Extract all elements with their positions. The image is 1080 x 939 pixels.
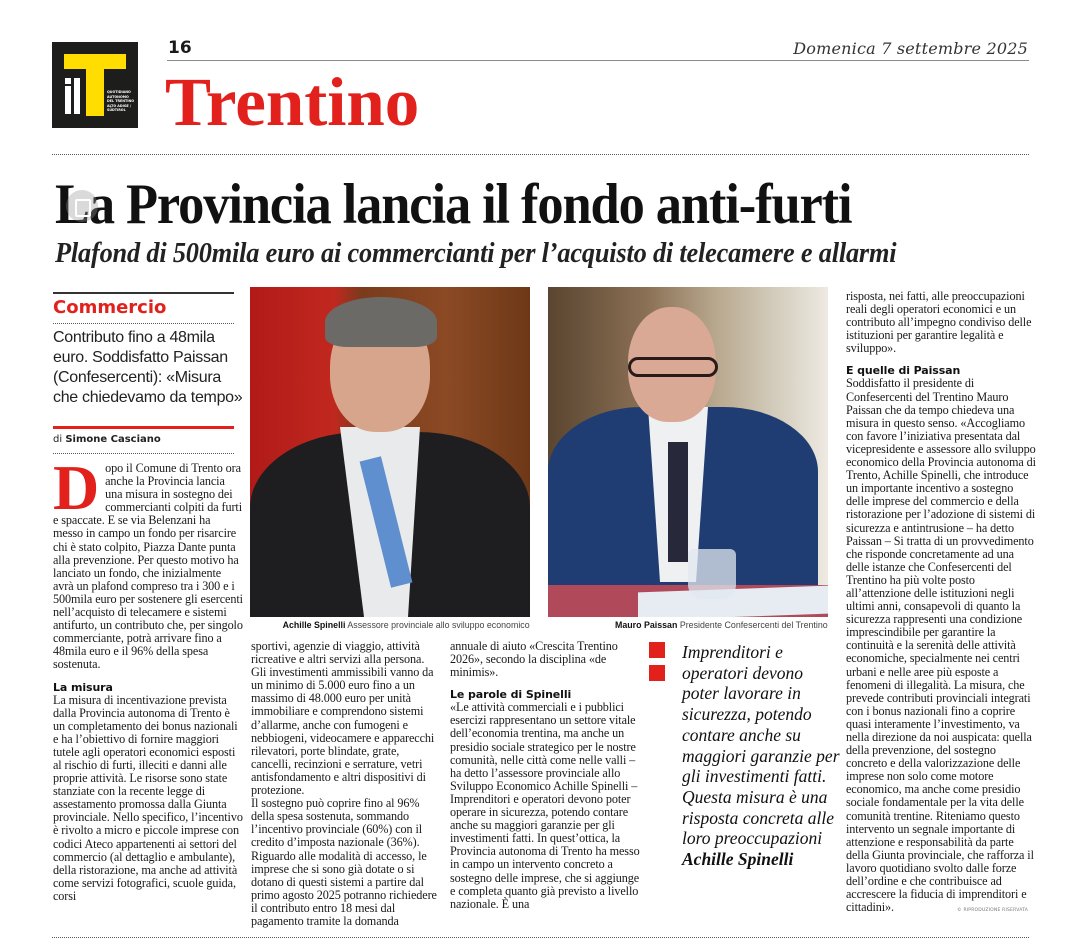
byline-prefix: di — [53, 434, 63, 445]
paragraph: risposta, nei fatti, alle preoccupazioni reali degli operatori economici e un contributo all’impegno condiviso delle istituzioni per garantire legalità e sviluppo». — [846, 289, 1032, 356]
pull-quote-author: Achille Spinelli — [682, 849, 794, 870]
photo-mauro-paissan — [548, 287, 828, 617]
paragraph: Soddisfatto il presidente di Confesercenti del Trentino Mauro Paissan che da tempo chiedeva una misura in questo senso. «Accogliamo con favore l’iniziativa presentata dal vicepresidente e assessore allo sviluppo economico della Provincia autonoma di Trento, Achille Spinelli, che introduce un importante incentivo a sostegno delle imprese del commercio e della ristorazione per l’adozione di sistemi di sicurezza e antintrusione – ha detto Paissan – Si tratta di un provvedimento che risponde concretamente ad una delle istanze che Confesercenti del Trentino ha più volte posto all’attenzione delle istituzioni negli ultimi anni, consapevoli di quanto la sicurezza rappresenti una condizione imprescindibile per garantire la continuità e la serenità delle attività economiche, specialmente nei centri urbani e nelle aree più esposte a fenomeni di illegalità. La misura, che prevede contributi provinciali integrati con i bonus nazionali fino a coprire quasi interamente l’investimento, va nella direzione da noi auspicata: quella della prevenzione, del sostegno concreto e della valorizzazione delle imprese non solo come motore economico, ma anche come presidio sociale fondamentale per la vita delle comunità trentine. Riteniamo questo intervento un segnale importante di attenzione e responsabilità da parte della Giunta provinciale, che rafforza il lavoro quotidiano svolto dalle forze dell’ordine e che contribuisce ad accrescere la fiducia di imprenditori e cittadini». — [846, 376, 1036, 915]
byline — [53, 434, 161, 445]
paragraph: Il sostegno può coprire fino al 96% della spesa sostenuta, sommando l’incentivo provinciale (60%) con il credito d’imposta nazionale (36%). Riguardo alle modalità di accesso, le imprese che si sono già dotate o si dotano di questi sistemi a partire dal primo agosto 2025 potranno richiedere il contributo entro 18 mesi dal pagamento tramite la domanda — [251, 796, 437, 928]
divider — [52, 937, 1029, 938]
kicker-rule — [53, 292, 234, 294]
article-reader-icon[interactable] — [66, 190, 98, 222]
copyright-notice: © RIPRODUZIONE RISERVATA — [957, 908, 1028, 913]
pull-quote-text: Imprenditori e operatori devono poter lavorare in sicurezza, potendo contare anche su maggiori garanzie per gli investimenti fatti. Questa misura è una risposta concreta alle loro preoccupazioni — [682, 642, 840, 849]
issue-date: Domenica 7 settembre 2025 — [793, 39, 1028, 58]
caption-role: Presidente Confesercenti del Trentino — [680, 620, 828, 631]
column-2 — [251, 640, 441, 928]
paragraph: «Le attività commerciali e i pubblici esercizi rappresentano un settore vitale dell’economia trentina, ma anche un presidio sociale strategico per le nostre comunità, nelle città come nelle valli – ha detto l’assessore provinciale allo Sviluppo Economico Achille Spinelli – Imprenditori e operatori devono poter operare in sicurezza, potendo contare anche su maggiori garanzie per gli investimenti fatti. In quest’ottica, la Provincia autonoma di Trento ha messo in campo un intervento concreto a sostegno delle imprese, che si aggiunge e completa quanto già previsto a livello nazionale. È una — [450, 700, 640, 911]
page-number: 16 — [168, 38, 192, 58]
lead-paragraph: opo il Comune di Trento ora anche la Provincia lancia una misura in sostegno dei commercianti colpiti da furti e spaccate. E se via Belenzani ha messo in campo un fondo per risarcire chi è stato colpito, Piazza Dante punta alla prevenzione. Per questo motivo ha lanciato un fondo, che inizialmente avrà un plafond compreso tra i 300 e i 500mila euro per sostenere gli esercenti nell’acquisto di telecamere e sistemi antifurto, un contributo che, per singolo commerciante, potrà arrivare fino a 48mila euro e il 96% della spesa sostenuta. — [53, 461, 243, 672]
subheading-parole-spinelli: Le parole di Spinelli — [450, 688, 572, 702]
photo-caption-1 — [283, 620, 530, 631]
summary: Contributo fino a 48mila euro. Soddisfatto Paissan (Confesercenti): «Misura che chiedevamo da tempo» — [53, 329, 243, 406]
photo-caption-2 — [615, 620, 828, 631]
logo-i — [65, 86, 71, 114]
logo-tagline: QUOTIDIANO AUTONOMO DEL TRENTINO ALTO ADIGE / SÜDTIROL — [107, 90, 135, 113]
paragraph: sportivi, agenzie di viaggio, attività ricreative e altri servizi alla persona. Gli investimenti ammissibili vanno da un minimo di 5.000 euro fino a un massimo di 48.000 euro per unità immobiliare e comprendono sistemi d’allarme, anche con fumogeni e nebbiogeni, videocamere e apparecchi rilevatori, porte blindate, grate, cancelli, recinzioni e serrature, vetri antisfondamento e altri dispositivi di protezione. — [251, 639, 435, 798]
quote-marker-icon — [649, 665, 665, 681]
logo-t-stem — [86, 54, 104, 116]
paragraph: annuale di aiuto «Crescita Trentino 2026», secondo la disciplina «de minimis». — [450, 639, 618, 680]
dropcap: D — [53, 452, 100, 523]
caption-role: Assessore provinciale allo sviluppo economico — [347, 620, 530, 631]
logo-i-dot — [65, 78, 71, 84]
subheadline: Plafond di 500mila euro ai commercianti per l’acquisto di telecamere e allarmi — [55, 238, 897, 269]
byline-author: Simone Casciano — [65, 434, 161, 445]
divider — [52, 154, 1029, 155]
divider — [53, 323, 234, 324]
kicker: Commercio — [53, 297, 167, 318]
column-3 — [450, 640, 640, 911]
column-1 — [53, 452, 243, 903]
caption-name: Achille Spinelli — [282, 620, 346, 631]
section-title: Trentino — [165, 64, 420, 140]
subheading-quelle-paissan: E quelle di Paissan — [846, 364, 961, 378]
pull-quote — [682, 642, 842, 870]
logo-l — [74, 78, 80, 114]
paragraph: La misura di incentivazione prevista dalla Provincia autonoma di Trento è un completamento dei bonus nazionali e ha l’obiettivo di fornire maggiori tutele agli operatori economici esposti al rischio di furti, illeciti e danni alle proprie attività. Le risorse sono state stanziate con la recente legge di assestamento promossa dalla Giunta provinciale. Nello specifico, l’incentivo è rivolto a micro e piccole imprese con codici Ateco appartenenti ai settori del commercio (al dettaglio e ambulante), della ristorazione, ma anche ad attività come servizi fotografici, scuole guida, corsi — [53, 692, 243, 903]
top-rule — [167, 60, 1029, 61]
headline: La Provincia lancia il fondo anti-furti — [55, 173, 852, 236]
caption-name: Mauro Paissan — [615, 620, 678, 631]
photo-achille-spinelli — [250, 287, 530, 617]
newspaper-logo — [52, 42, 138, 128]
quote-marker-icon — [649, 642, 665, 658]
column-4 — [846, 290, 1036, 914]
kicker-rule-red — [53, 426, 234, 429]
subheading-la-misura: La misura — [53, 680, 113, 694]
